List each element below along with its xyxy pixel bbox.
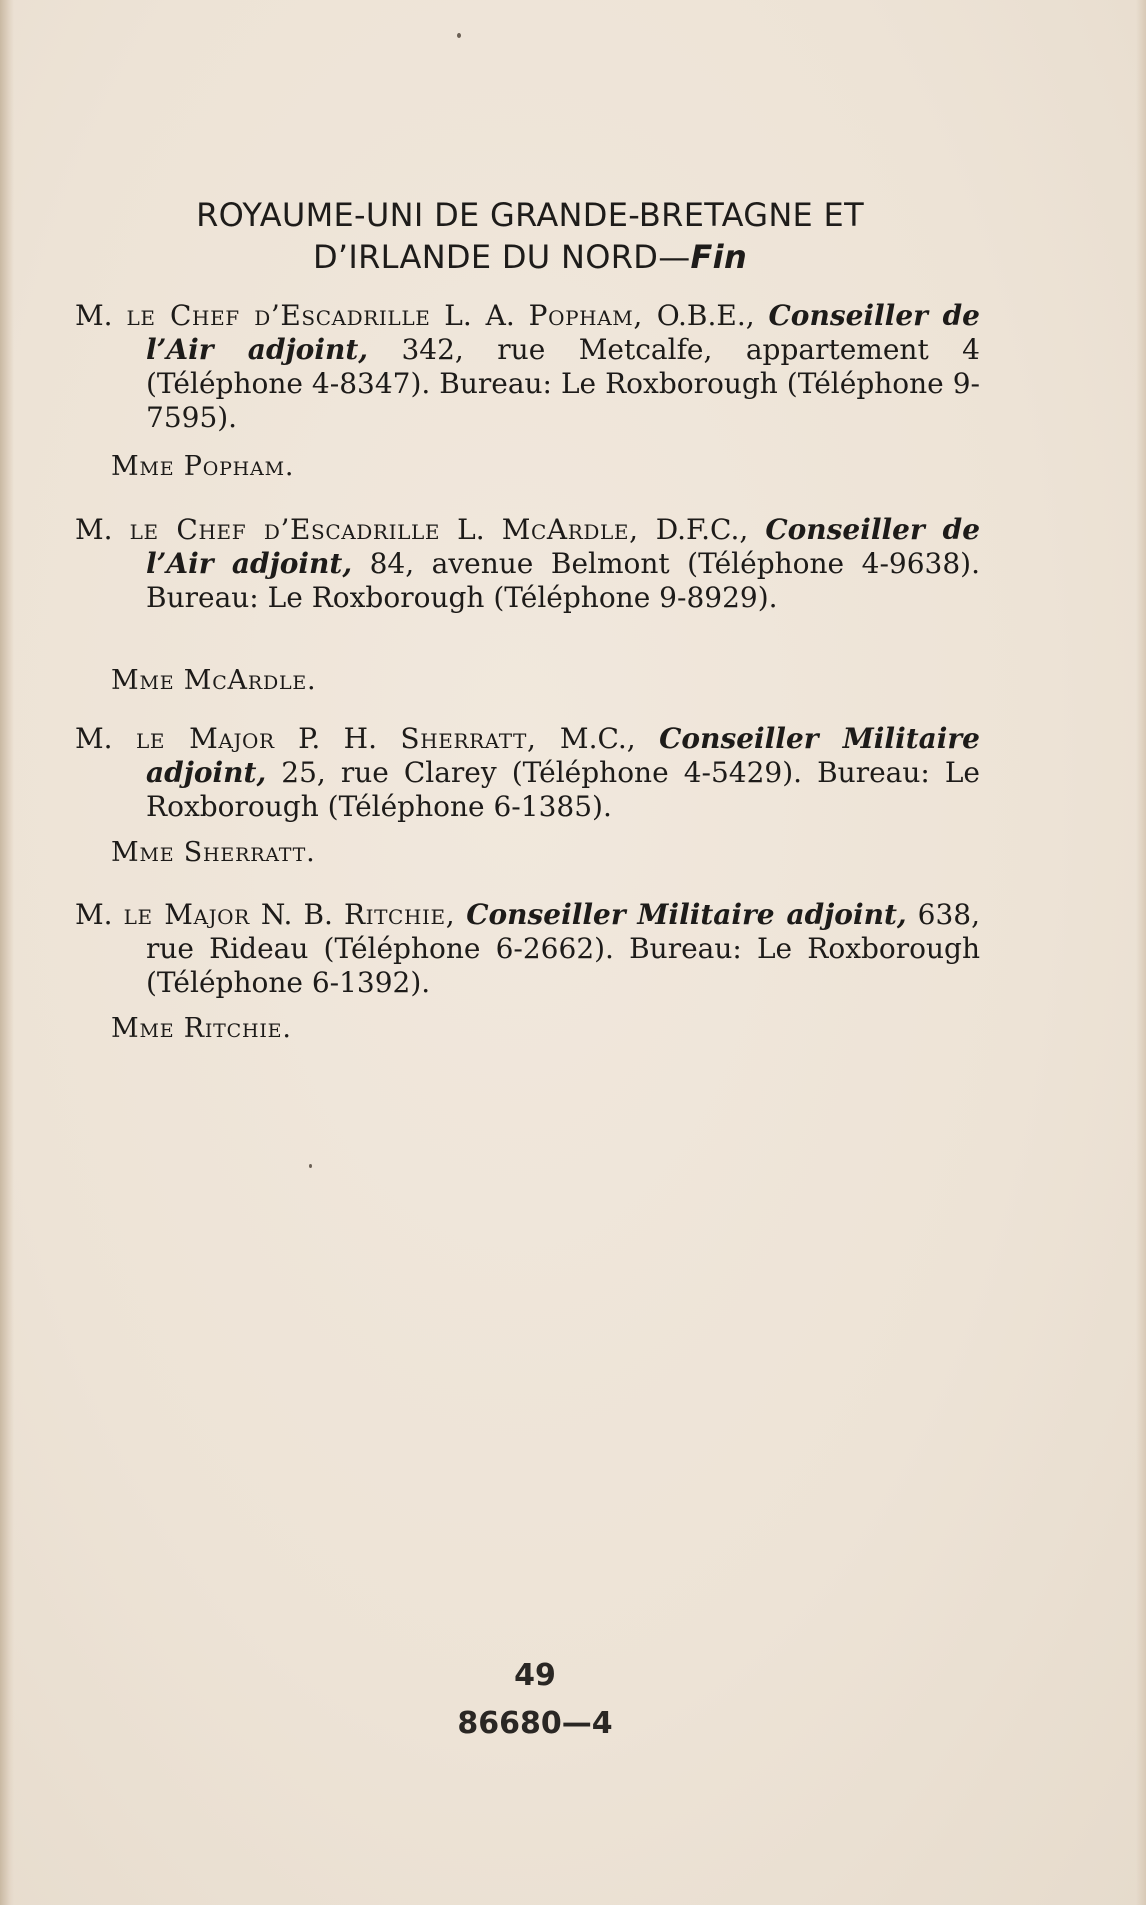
entry-rank: le Major <box>136 722 275 755</box>
entry-initials: N. B. <box>260 898 333 931</box>
entry-initials: L. A. <box>444 299 515 332</box>
entry-honours: O.B.E., <box>656 299 755 332</box>
page-edge <box>1136 0 1146 1905</box>
entry-initials: L. <box>457 513 485 546</box>
entry-name: Sherratt, <box>400 722 537 755</box>
entry-rank: le Major <box>123 898 250 931</box>
entry-prefix: M. <box>75 898 113 931</box>
entry-title: Conseiller de l’Air adjoint, <box>146 299 980 366</box>
entry-prefix: M. <box>75 513 113 546</box>
entry-sherratt <box>75 722 980 824</box>
entry-title: Conseiller Militaire adjoint, <box>146 722 980 789</box>
paper-speck <box>457 33 461 38</box>
page-number: 49 <box>514 1658 556 1693</box>
entry-popham <box>75 299 980 435</box>
entry-honours: D.F.C., <box>655 513 749 546</box>
spouse-mcardle: Mme McArdle. <box>111 665 317 696</box>
paper-speck <box>309 1164 312 1168</box>
entry-address: 638, rue Rideau (Téléphone 6-2662). Bureau: Le Roxborough (Téléphone 6-1392). <box>146 898 981 999</box>
entry-text <box>75 299 980 435</box>
heading-continuation: Fin <box>690 238 748 276</box>
entry-address: 84, avenue Belmont (Téléphone 4-9638). Bureau: Le Roxborough (Téléphone 9-8929). <box>146 547 980 614</box>
entry-name: Ritchie, <box>343 898 456 931</box>
entry-text <box>75 898 980 1000</box>
spouse-popham: Mme Popham. <box>111 451 295 482</box>
entry-mcardle <box>75 513 980 615</box>
entry-prefix: M. <box>75 299 113 332</box>
entry-honours: M.C., <box>559 722 636 755</box>
entry-ritchie <box>75 898 980 1000</box>
entry-text <box>75 513 980 615</box>
section-heading-line2 <box>80 236 980 278</box>
heading-dash: — <box>658 238 691 276</box>
entry-address: 25, rue Clarey (Téléphone 4-5429). Bureau: Le Roxborough (Téléphone 6-1385). <box>146 756 981 823</box>
entry-title: Conseiller de l’Air adjoint, <box>146 513 981 580</box>
section-heading-line1: ROYAUME-UNI DE GRANDE-BRETAGNE ET <box>196 196 864 234</box>
entry-initials: P. H. <box>298 722 377 755</box>
entry-address: 342, rue Metcalfe, appartement 4 (Téléphone 4-8347). Bureau: Le Roxborough (Téléphone 9-7595). <box>146 333 980 434</box>
spouse-ritchie: Mme Ritchie. <box>111 1013 292 1044</box>
print-code: 86680—4 <box>457 1706 613 1741</box>
entry-name: McArdle, <box>501 513 639 546</box>
entry-rank: le Chef d’Escadrille <box>126 299 431 332</box>
entry-title: Conseiller Militaire adjoint, <box>466 898 907 931</box>
entry-name: Popham, <box>528 299 643 332</box>
entry-text <box>75 722 980 824</box>
binding-shadow <box>0 0 14 1905</box>
entry-prefix: M. <box>75 722 113 755</box>
entry-rank: le Chef d’Escadrille <box>129 513 441 546</box>
spouse-sherratt: Mme Sherratt. <box>111 837 316 868</box>
heading-country: D’IRLANDE DU NORD <box>312 238 659 276</box>
